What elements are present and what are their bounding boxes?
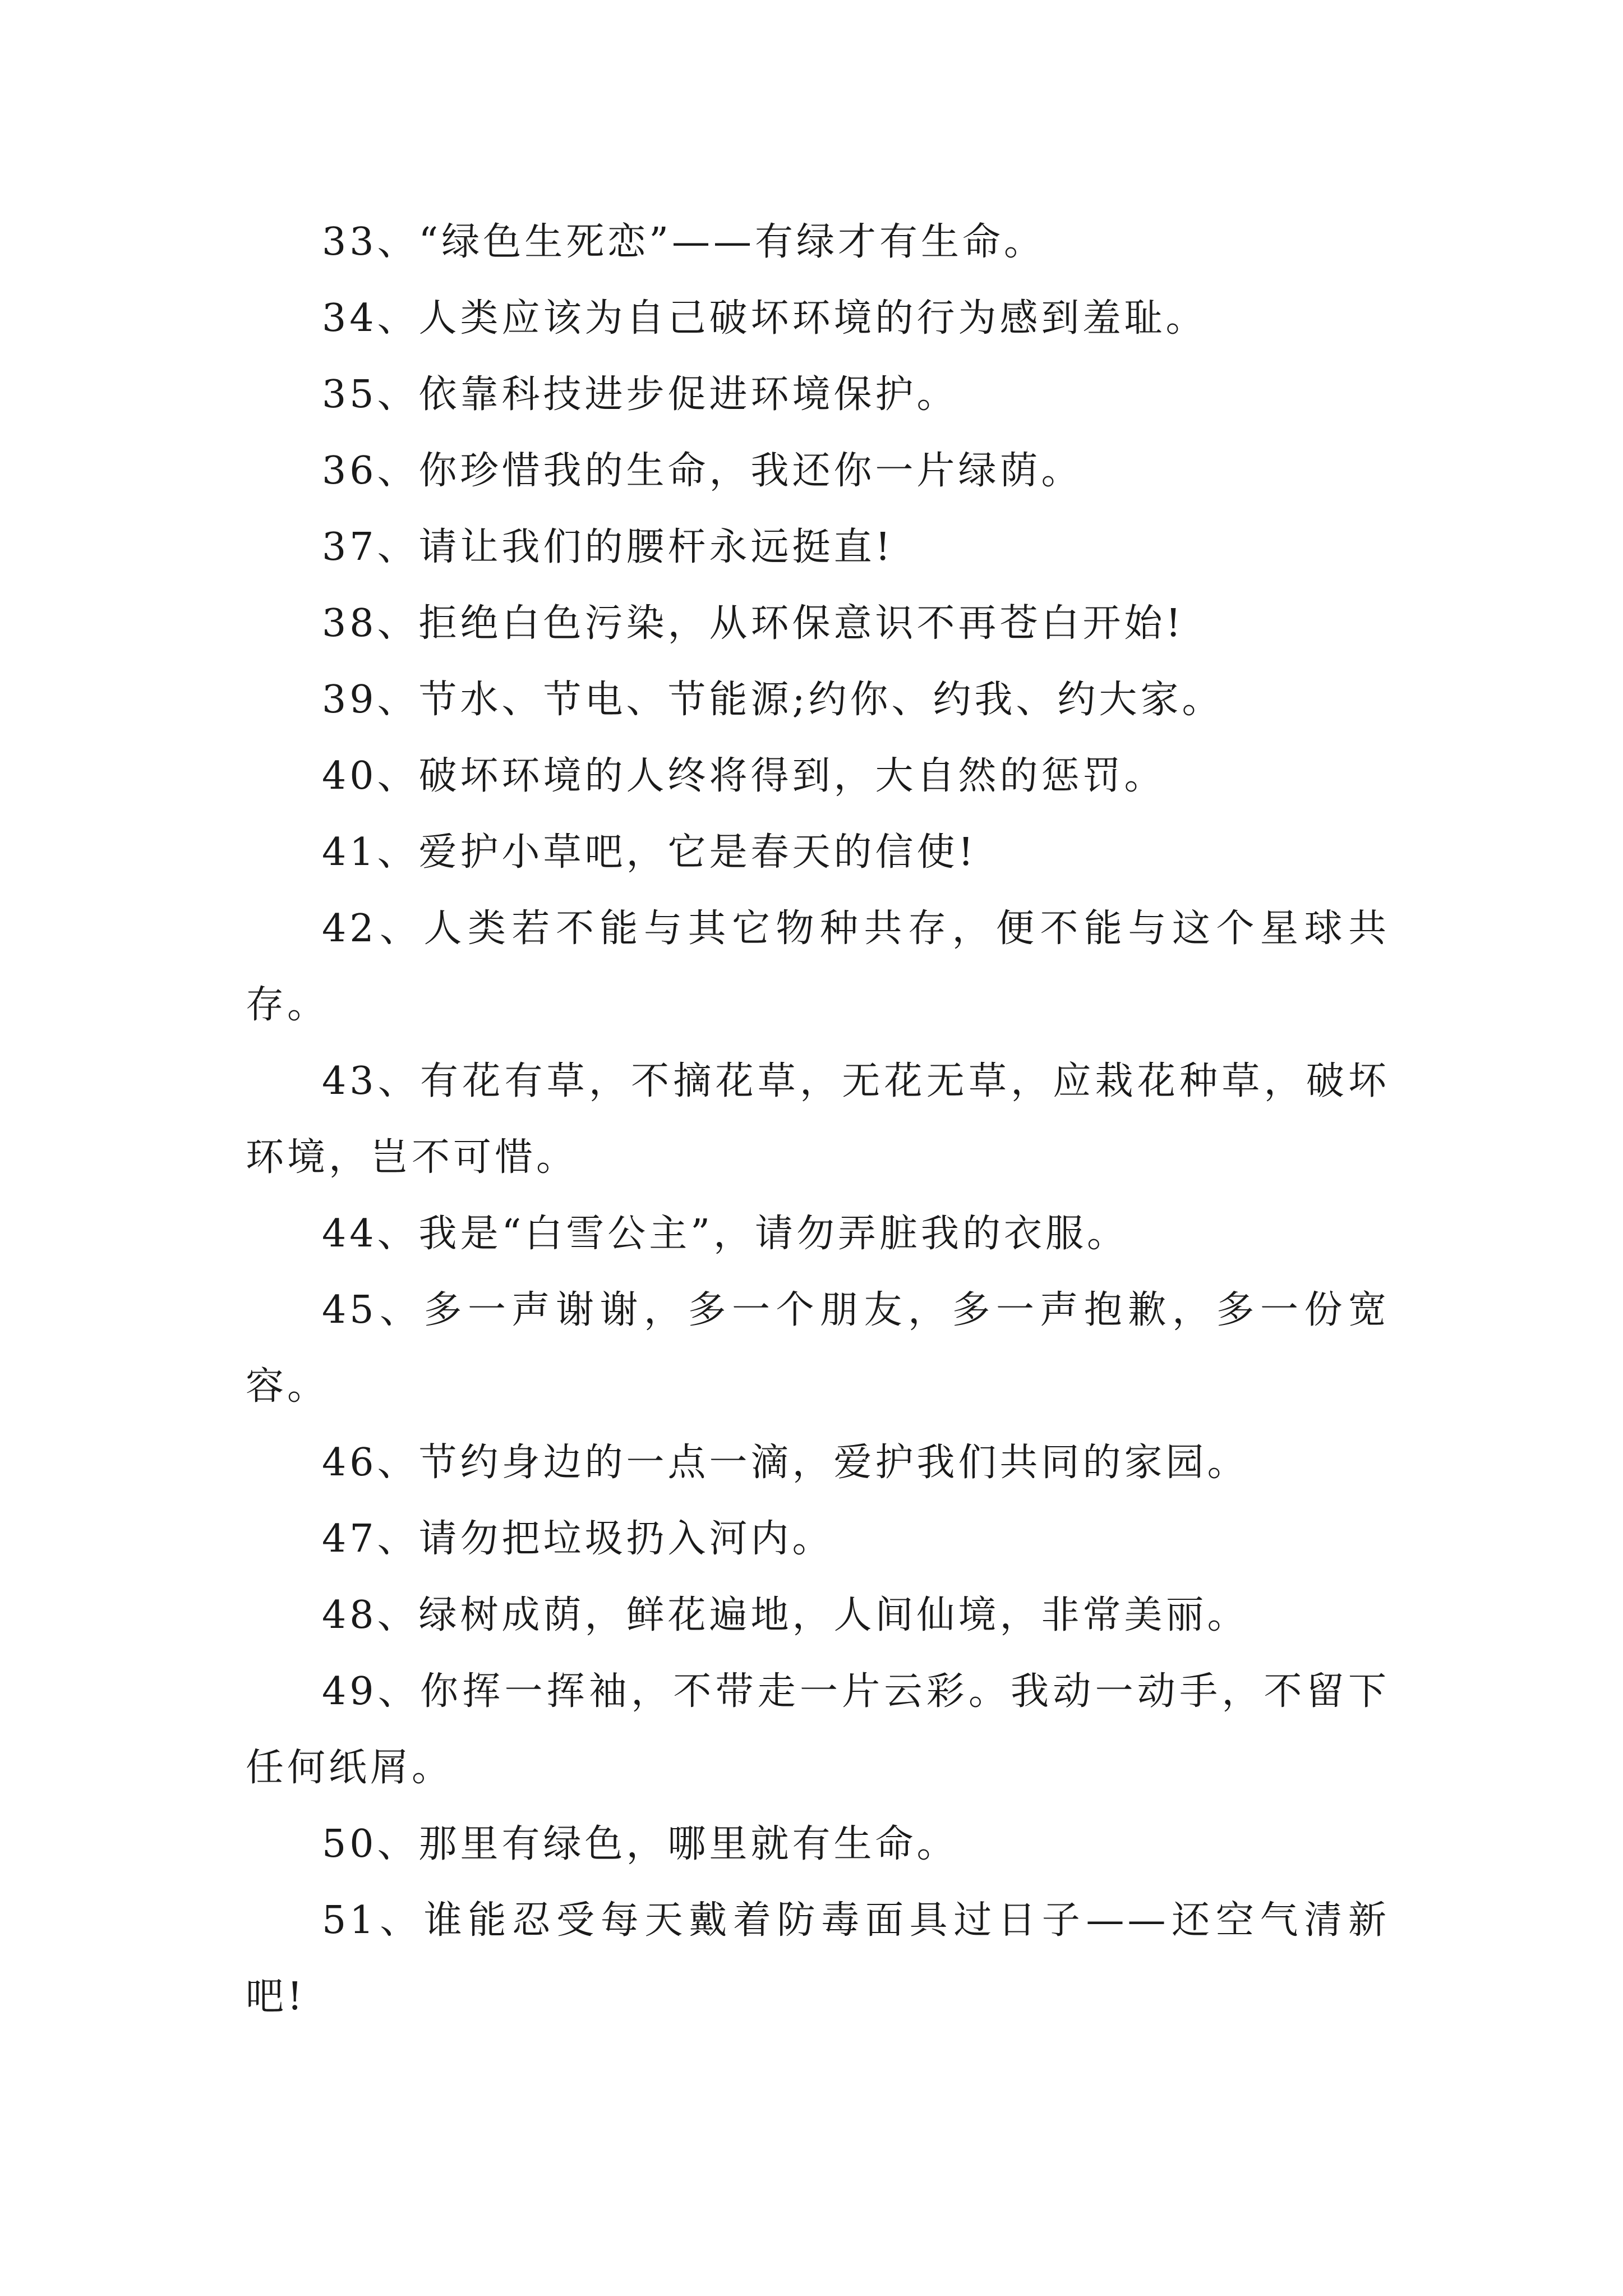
paragraph-46: 46、节约身边的一点一滴，爱护我们共同的家园。 [322,1441,1249,1485]
document-body [246,204,1390,2035]
paragraph-49: 49、你挥一挥袖，不带走一片云彩。我动一动手，不留下任何纸屑。 [246,1669,1390,1790]
paragraph-44: 44、我是“白雪公主”，请勿弄脏我的衣服。 [322,1212,1129,1256]
paragraph-35: 35、依靠科技进步促进环境保护。 [322,372,958,417]
paragraph-48: 48、绿树成荫，鲜花遍地，人间仙境，非常美丽。 [322,1593,1249,1637]
paragraph-38: 38、拒绝白色污染，从环保意识不再苍白开始! [322,601,1184,646]
paragraph-37: 37、请让我们的腰杆永远挺直! [322,525,894,569]
paragraph-43: 43、有花有草，不摘花草，无花无草，应栽花种草，破坏环境，岂不可惜。 [246,1059,1390,1180]
paragraph-36: 36、你珍惜我的生命，我还你一片绿荫。 [322,449,1083,493]
paragraph-41: 41、爱护小草吧，它是春天的信使! [322,830,977,875]
paragraph-45: 45、多一声谢谢，多一个朋友，多一声抱歉，多一份宽容。 [246,1288,1390,1409]
paragraph-50: 50、那里有绿色，哪里就有生命。 [322,1822,958,1866]
paragraph-40: 40、破坏环境的人终将得到，大自然的惩罚。 [322,754,1166,798]
paragraph-34: 34、人类应该为自己破坏环境的行为感到羞耻。 [322,296,1207,341]
paragraph-47: 47、请勿把垃圾扔入河内。 [322,1517,834,1561]
paragraph-51: 51、谁能忍受每天戴着防毒面具过日子——还空气清新吧! [246,1898,1390,2019]
paragraph-39: 39、节水、节电、节能源;约你、约我、约大家。 [322,678,1224,722]
paragraph-42: 42、人类若不能与其它物种共存，便不能与这个星球共存。 [246,907,1390,1027]
paragraph-33: 33、“绿色生死恋”——有绿才有生命。 [322,220,1046,264]
